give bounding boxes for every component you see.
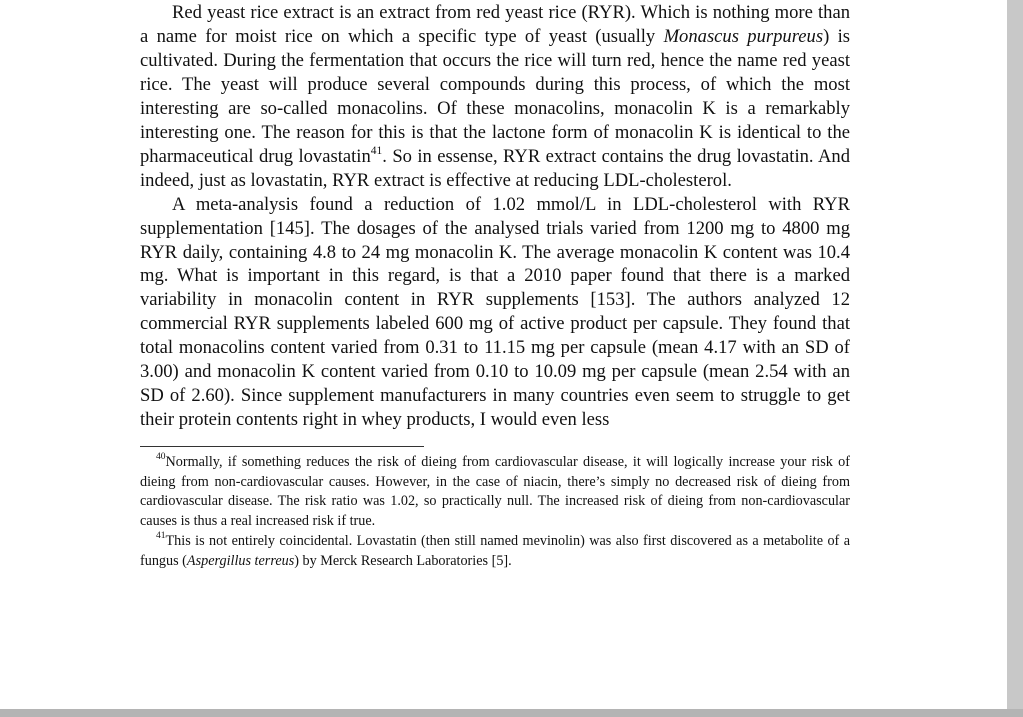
page-content: [140, 1, 850, 571]
species-name-monascus: Monascus purpureus: [663, 25, 824, 47]
body-text: [140, 1, 850, 432]
paragraph-meta-analysis: A meta-analysis found a reduction of 1.02 mmol/L in LDL-cholesterol with RYR supplementation [145]. The dosages of the analysed trials varied from 1200 mg to 4800 mg RYR daily, containing 4.8 to 24 mg monacolin K. The average monacolin K content was 10.4 mg. What is important in this regard, is that a 2010 paper found that there is a marked variability in monacolin content in RYR supplements [153]. The authors analyzed 12 commercial RYR supplements labeled 600 mg of active product per capsule. They found that total monacolins content varied from 0.31 to 11.15 mg per capsule (mean 4.17 with an SD of 3.00) and monacolin K content varied from 0.10 to 10.09 mg per capsule (mean 2.54 with an SD of 2.60). Since supplement manufacturers in many countries even seem to struggle to get their protein contents right in whey products, I would even less: [140, 193, 850, 431]
species-name-aspergillus: Aspergillus terreus: [186, 552, 295, 569]
footnote-marker-41: 41: [156, 531, 166, 542]
paragraph-red-yeast-rice-intro: Red yeast rice extract is an extract from red yeast rice (RYR). Which is nothing more than a name for moist rice on which a specific type of yeast (usually Monascus purpureus) is cultivated. During the fermentation that occurs the rice will turn red, hence the name red yeast rice. The yeast will produce several compounds during this process, of which the most interesting are so-called monacolins. Of these monacolins, monacolin K is a remarkably interesting one. The reason for this is that the lactone form of monacolin K is identical to the pharmaceutical drug lovastatin$^{41}$. So in essense, RYR extract contains the drug lovastatin. And indeed, just as lovastatin, RYR extract is effective at reducing LDL-cholesterol.: [140, 2, 850, 191]
vertical-scrollbar[interactable]: [1007, 0, 1023, 717]
footnote-40: $^{40}$Normally, if something reduces the risk of dieing from cardiovascular disease, it will logically increase your risk of dieing from non-cardiovascular causes. However, in the case of niacin, there’s simply no decreased risk of dieing from cardiovascular disease. The risk ratio was 1.02, so practically null. The increased risk of dieing from non-cardiovascular causes is thus a real increased risk if true.: [140, 452, 850, 529]
footnote-41: $^{41}$This is not entirely coincidental. Lovastatin (then still named mevinolin) was also first discovered as a metabolite of a fungus (Aspergillus terreus) by Merck Research Laboratories [5].: [140, 531, 850, 569]
horizontal-scrollbar[interactable]: [0, 709, 1023, 717]
footnote-marker-40: 40: [156, 452, 166, 463]
footnote-ref-41[interactable]: 41: [370, 144, 383, 157]
footnote-separator: [140, 446, 424, 447]
